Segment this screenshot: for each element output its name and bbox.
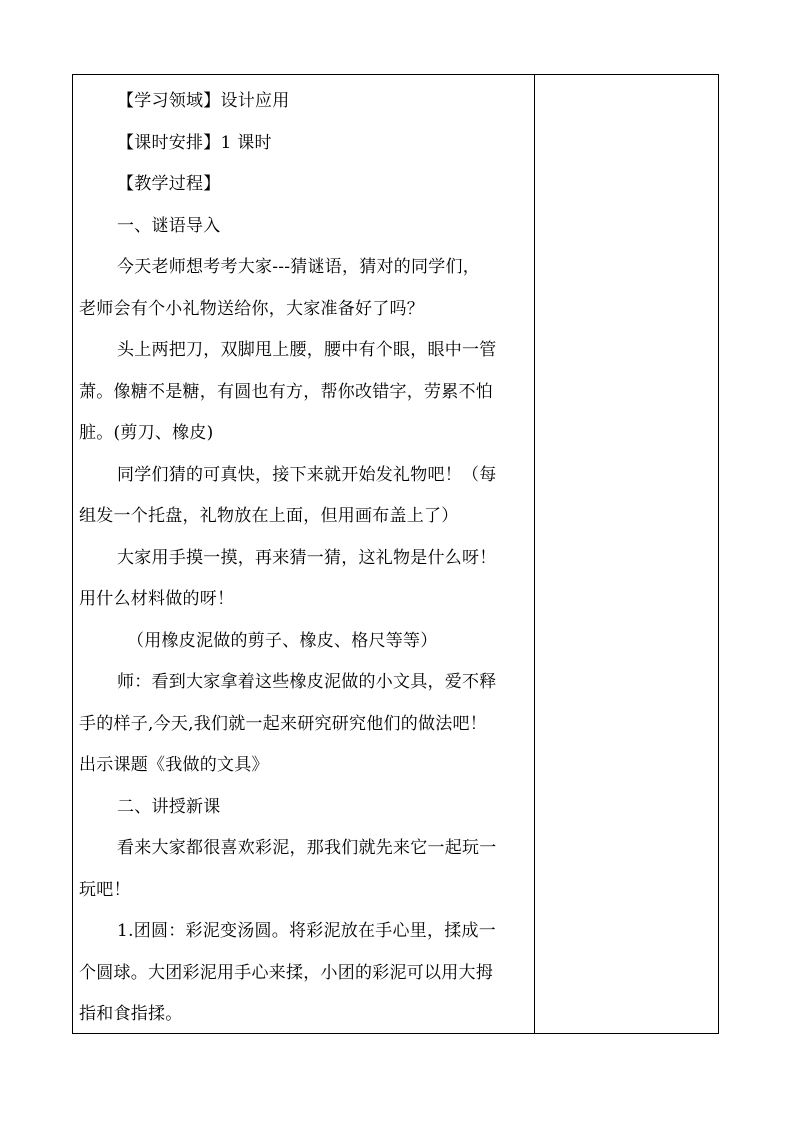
paragraph-line: 今天老师想考考大家---猜谜语，猜对的同学们， [117,257,480,277]
notes-cell [535,75,718,1033]
class-hours-line: 【课时安排】1 课时 [117,132,272,153]
teaching-process-heading: 【教学过程】 [117,174,221,194]
paragraph-line: 手的样子,今天,我们就一起来研究研究他们的做法吧！ [79,713,488,734]
paragraph-line: 用什么材料做的呀！ [79,589,235,609]
paragraph-line: 玩吧！ [79,879,131,900]
step-line: 指和食指揉。 [79,1004,183,1024]
step-line: 个圆球。大团彩泥用手心来揉，小团的彩泥可以用大拇 [79,962,493,983]
lesson-content-cell [79,81,525,1036]
step-line: 1.团圆：彩泥变汤圆。将彩泥放在手心里，揉成一 [117,921,496,941]
learning-domain-line: 【学习领域】设计应用 [117,91,290,111]
lesson-plan-table [72,74,719,1034]
section-heading-riddle-intro: 一、谜语导入 [117,215,221,236]
paragraph-line: 同学们猜的可真快，接下来就开始发礼物吧！（每 [117,464,497,485]
paragraph-line: （用橡皮泥做的剪子、橡皮、格尺等等） [127,630,438,651]
paragraph-line: 老师会有个小礼物送给你，大家准备好了吗？ [79,298,424,319]
paragraph-line: 萧。像糖不是糖，有圆也有方，帮你改错字，劳累不怕 [79,381,493,402]
section-heading-new-lesson: 二、讲授新课 [117,796,221,817]
paragraph-line: 头上两把刀，双脚甩上腰，腰中有个眼，眼中一管 [117,340,497,360]
lesson-title-line: 出示课题《我做的文具》 [79,755,269,775]
paragraph-line: 看来大家都很喜欢彩泥，那我们就先来它一起玩一 [117,838,497,858]
paragraph-line: 组发一个托盘，礼物放在上面，但用画布盖上了） [79,506,459,526]
paragraph-line: 大家用手摸一摸，再来猜一猜，这礼物是什么呀！ [117,547,497,568]
paragraph-line: 师：看到大家拿着这些橡皮泥做的小文具，爱不释 [117,672,497,692]
paragraph-line: 脏。(剪刀、橡皮) [79,423,214,443]
